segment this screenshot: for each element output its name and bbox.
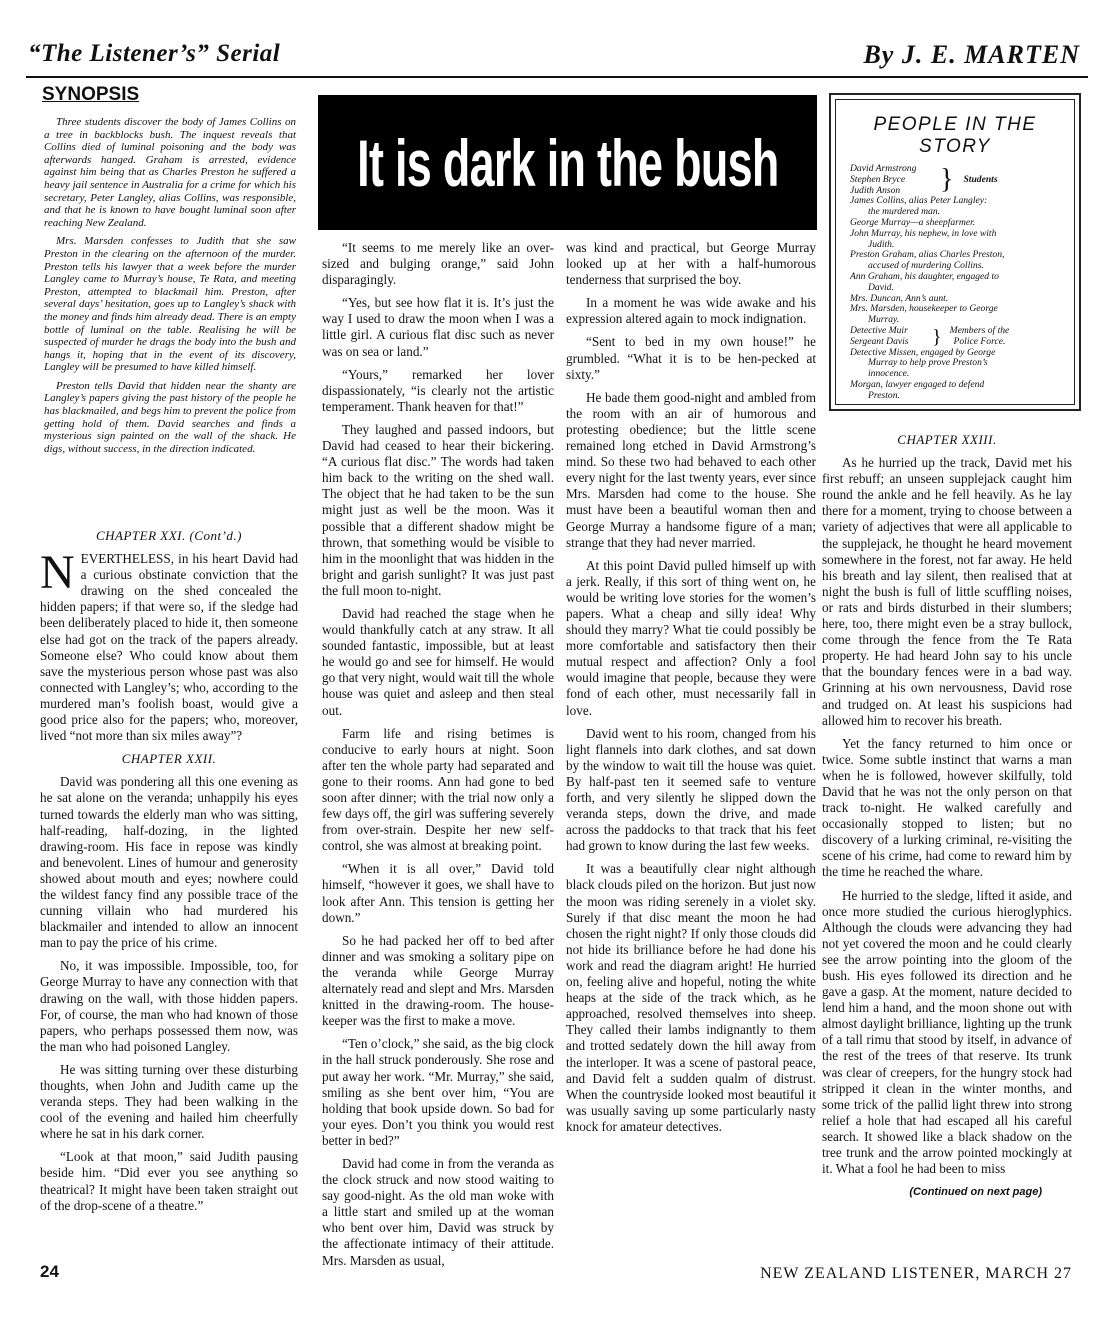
character-line: innocence. — [868, 368, 910, 380]
body-paragraph: “Yes, but see how flat it is. It’s just the way I used to draw the moon when I was a little girl. A curious flat disc such as never was on sea or land.” — [322, 295, 554, 359]
body-paragraph: Yet the fancy returned to him once or twice. Some subtle instinct that warns a man when he is followed, however skilfully, told David that he was not the only person on that track to-night. He walked carefully and occasionally stopped to listen; but no discovery of a lurking criminal, re-visiting the scene of his crime, had come to reward him by the time he reached the whare. — [822, 735, 1072, 880]
students-label: Students — [963, 173, 998, 185]
body-paragraph: David went to his room, changed from his light flannels into dark clothes, and sat down by the window to wait till the house was quiet. By half-past ten it seemed safe to venture forth, and very silently he slipped down the veranda steps, down the drive, and made across the paddocks to that track that his feet had grown to know during the last few weeks. — [566, 725, 816, 854]
people-in-the-story-box — [829, 93, 1081, 411]
body-paragraph: As he hurried up the track, David met his first rebuff; an unseen supplejack caught him round the ankle and he fell heavily. As he lay there for a moment, trying to choose between a variety of adjectives that were all applicable to the supplejack, he thought he heard movement somewhere in the forest, not far away. He held his breath and lay silent, then realised that at night the bush is full of little scuffling noises, or rats and birds disturbed in their slumbers; here, too, there might even be a stray bullock, come through the fence from the Te Rata property. He had heard John say to his uncle that the boundary fences were in a bad way. Grinning at his own nervousness, David rose and trudged on. At least his suspicions had allowed him to recover his breath. — [822, 455, 1072, 728]
people-box-title — [836, 114, 1074, 158]
character-line: Murray. — [868, 314, 900, 326]
body-paragraph: “Yours,” remarked her lover dispassionately, “is clearly not the artistic temperament. Thank heaven for that!” — [322, 366, 554, 414]
body-paragraph: David had come in from the veranda as the clock struck and now stood waiting to say good-night. As the old man woke with a little start and smiled up at the woman who bent over him, David was struck by the affectionate intimacy of their attitude. Mrs. Marsden as usual, — [322, 1155, 554, 1268]
body-paragraph: “Sent to bed in my own house!” he grumbled. “What it is to be hen-pecked at sixty.” — [566, 334, 816, 382]
character-line: George Murray—a sheepfarmer. — [850, 216, 976, 228]
synopsis-paragraph: Mrs. Marsden confesses to Judith that she saw Preston in the clearing on the afternoon of the murder. Preston tells his lawyer that a week before the murder Langley came to Murray’s house, Te Rata, and meeting Preston, attempted to blackmail him. Preston, after several days’ hesitation, goes up to Langley’s shack with the money and finds him already dead. There is an empty bottle of luminal on the table. Realising he will be suspected of murder he drags the body into the bush and hangs it, hoping that in the event of its discovery, Langley will be presumed to have killed himself. — [44, 235, 296, 374]
character-line: David. — [868, 281, 894, 293]
first-paragraph-text: EVERTHELESS, in his heart David had a curious obstinate conviction that the drawing on the shed concealed the hidden papers; if that were so, if the sledge had been deliberately placed to hide it, then someone else had got on the track of the papers already. Someone else? Who could know about them save the mysterious person whose past was also connected with Langley’s; who, according to the murdered man’s foolish boast, would give a good price also for the papers; who, moreover, lived “not more than six miles away”? — [40, 551, 298, 744]
character-name: Stephen Bryce — [850, 173, 906, 185]
headline: It is dark in the bush — [356, 125, 779, 200]
body-paragraph: Farm life and rising betimes is conducive to early hours at night. Soon after ten the whole party had separated and gone to their rooms. Ann had gone to bed soon after dinner; with the trial now only a few days off, the girl was suffering severely from over-strain. Despite her new self-control, she was almost at breaking point. — [322, 725, 554, 854]
body-paragraph: They laughed and passed indoors, but David had ceased to hear their bickering. “A curious flat disc.” The words had taken him back to the writing on the shed wall. The object that he had taken to be the sun might just as well be the moon. Was it possible that a different shadow might be thrown, that something would be visible to him in the moonlight that was hidden in the bright and garish sunlight? It was just past the full moon to-night. — [322, 421, 554, 598]
character-line: Mrs. Marsden, housekeeper to George — [850, 303, 998, 315]
students-group — [850, 164, 1066, 196]
character-line: Judith. — [868, 238, 895, 250]
character-list — [836, 158, 1074, 402]
people-box-inner-border — [835, 99, 1075, 405]
publication-footer: NEW ZEALAND LISTENER, MARCH 27 — [760, 1265, 1072, 1282]
brace-icon: } — [940, 164, 954, 196]
body-paragraph: David was pondering all this one evening as he sat alone on the veranda; unhappily his eyes turned towards the elderly man who was sitting, half-reading, half-dozing, in the lighted drawing-room. His face in repose was kindly and benevolent. Lines of humour and generosity showed about mouth and eyes; nowhere could the wildest fancy find any possible trace of the cunning villain who had murdered his blackmailer and intended to allow an innocent man to pay the price of his crime. — [40, 774, 298, 951]
character-line: Ann Graham, his daughter, engaged to — [850, 270, 999, 282]
column-2 — [322, 240, 554, 1276]
body-paragraph: “It seems to me merely like an over-sized and bulging orange,” said John disparagingly. — [322, 240, 554, 288]
character-line: James Collins, alias Peter Langley: — [850, 195, 988, 207]
character-line: John Murray, his nephew, in love with — [850, 227, 997, 239]
body-paragraph: David had reached the stage when he would thankfully catch at any straw. It all sounded fantastic, impossible, but at least he would go and see for himself. He would go that very night, would wait till the whole house was quiet and asleep and then steal out. — [322, 605, 554, 718]
body-paragraph: So he had packed her off to bed after dinner and was smoking a solitary pipe on the veranda while George Murray alternately read and slept and Mrs. Marsden knitted in the drawing-room. The house-keeper was the first to make a move. — [322, 932, 554, 1029]
character-name: Detective Muir — [850, 324, 908, 336]
body-paragraph: He hurried to the sledge, lifted it aside, and once more studied the curious hieroglyphics. Although the clouds were advancing they had not yet covered the moon and he could clearly see the arrow pointing into the gloom of the bush. His eyes followed its direction and he gave a gasp. At the moment, nature decided to lend him a hand, and the moon shone out with almost daylight brilliance, lighting up the trunk of a tall rimu that stood by itself, in advance of the rest of the trees of that reserve. Its trunk was clear of creepers, for the hungry stock had stripped it clean in the winter months, and some trick of the pallid light threw into strong relief a hole that had escaped all his careful search. It showed like a black shadow on the tree trunk and the arrow pointed mockingly at it. What a fool he had been to miss — [822, 887, 1072, 1177]
body-paragraph: was kind and practical, but George Murray looked up at her with a half-humorous tenderness that surprised the boy. — [566, 240, 816, 288]
body-paragraph: He was sitting turning over these disturbing thoughts, when John and Judith came up the veranda steps. They had been walking in the cool of the evening and hailed him cheerfully where he sat in his dark corner. — [40, 1061, 298, 1142]
character-line: accused of murdering Collins. — [868, 260, 984, 272]
character-name: David Armstrong — [850, 163, 917, 174]
character-line: Detective Missen, engaged by George — [850, 346, 996, 358]
body-paragraph: In a moment he was wide awake and his expression altered again to mock indignation. — [566, 295, 816, 327]
header-rule — [26, 76, 1088, 78]
brace-icon: } — [932, 325, 942, 348]
body-paragraph: It was a beautifully clear night although black clouds piled on the horizon. But just now the moon was riding serenely in a violet sky. Surely if that disc meant the moon he had chosen the right night? If only those clouds did not hide its brilliance before he had done his work and read the diagram aright! He hurried on, feeling alive and hopeful, noting the white heaps at the side of the track which, as he approached, resolved themselves into sheep. They called their lambs indignantly to them and trotted sedately down the hill away from the interloper. It was a scene of pastoral peace, and David felt a sudden qualm of distrust. When the countryside looked most beautiful it was usually saving up some particularly nasty knock for amateur detectives. — [566, 861, 816, 1134]
people-title-line: PEOPLE IN THE — [873, 114, 1037, 135]
character-line: the murdered man. — [868, 206, 941, 218]
chapter-heading: CHAPTER XXIII. — [897, 432, 997, 447]
continued-note: (Continued on next page) — [909, 1186, 1042, 1199]
character-name: Judith Anson — [850, 184, 901, 196]
police-group — [850, 326, 1066, 348]
column-3 — [566, 240, 816, 1142]
character-line: Preston. — [868, 389, 900, 401]
people-title-line: STORY — [919, 136, 991, 157]
character-line: Preston Graham, alias Charles Preston, — [850, 249, 1005, 261]
body-paragraph: “Ten o’clock,” she said, as the big clock in the hall struck ponderously. She rose and put away her work. “Mr. Murray,” she said, smiling as she bent over him, “You are holding that book upside down. So bad for your eyes. Don’t you think you would rest better in bed?” — [322, 1036, 554, 1148]
body-paragraph — [40, 546, 298, 744]
synopsis-title: SYNOPSIS — [42, 84, 140, 105]
character-line: Morgan, lawyer engaged to defend — [850, 378, 985, 390]
police-names — [850, 326, 930, 348]
body-paragraph: At this point David pulled himself up with a jerk. Really, if this sort of thing went on, he would be writing love stories for the women’s papers. What a cheap and silly idea! Why should they marry? What tie could possibly be more comfortable and satisfactory then their mutual respect and affection? Only a fool would imagine that people, because they were fond of each other, must necessarily fall in love. — [566, 557, 816, 718]
serial-title: “The Listener’s” Serial — [28, 40, 281, 67]
police-label — [950, 326, 1010, 348]
body-paragraph: He bade them good-night and ambled from the room with an air of humorous and protesting obedience; but the little scene remained long etched in David Armstrong’s mind. So these two had behaved to each other every night for the last twenty years, ever since Mrs. Marsden had come to the house. She must have been a beautiful woman then and George Murray a handsome figure of a man; strange that they had never married. — [566, 389, 816, 550]
synopsis-paragraph: Preston tells David that hidden near the shanty are Langley’s papers giving the past history of the people he has blackmailed, and begs him to prevent the police from getting hold of them. David searches and finds a mysterious sign painted on the wall of the shack. He digs, without success, in the direction indicated. — [44, 379, 296, 455]
author-byline: By J. E. MARTEN — [863, 40, 1080, 69]
character-line: Mrs. Duncan, Ann’s aunt. — [850, 292, 949, 304]
column-4 — [822, 432, 1072, 1200]
chapter-heading: CHAPTER XXI. (Cont’d.) — [95, 528, 243, 543]
police-label-line: Members of the — [949, 324, 1010, 336]
page-number: 24 — [40, 1262, 59, 1281]
police-label-line: Police Force. — [953, 335, 1006, 347]
column-1 — [40, 528, 298, 1221]
drop-cap: N — [40, 546, 75, 600]
body-paragraph: “When it is all over,” David told himself, “however it goes, we shall have to look after Ann. This tension is getting her down.” — [322, 861, 554, 925]
chapter-heading: CHAPTER XXII. — [121, 751, 217, 767]
body-paragraph: “Look at that moon,” said Judith pausing beside him. “Did ever you see anything so theatrical? It might have been taken straight out of the drop-scene of a theatre.” — [40, 1149, 298, 1213]
synopsis-text — [44, 116, 296, 461]
character-line: Murray to help prove Preston’s — [868, 357, 988, 369]
synopsis-paragraph: Three students discover the body of James Collins on a tree in backblocks bush. The inquest reveals that Collins died of luminal poisoning and the body was afterwards hanged. Graham is arrested, evidence against him being that as Charles Preston he suffered a heavy jail sentence in Australia for a crime for which his secretary, Peter Langley, alias Collins, was responsible, and that he is known to have bought luminal soon after reaching New Zealand. — [44, 116, 296, 229]
headline-banner — [318, 95, 817, 230]
students-names — [850, 164, 938, 196]
body-paragraph: No, it was impossible. Impossible, too, for George Murray to have any connection with that drawing on the wall, with those hidden papers. For, of course, the man who had known of those papers, who perhaps possessed them now, was the man who had poisoned Langley. — [40, 958, 298, 1054]
character-name: Sergeant Davis — [850, 335, 909, 347]
